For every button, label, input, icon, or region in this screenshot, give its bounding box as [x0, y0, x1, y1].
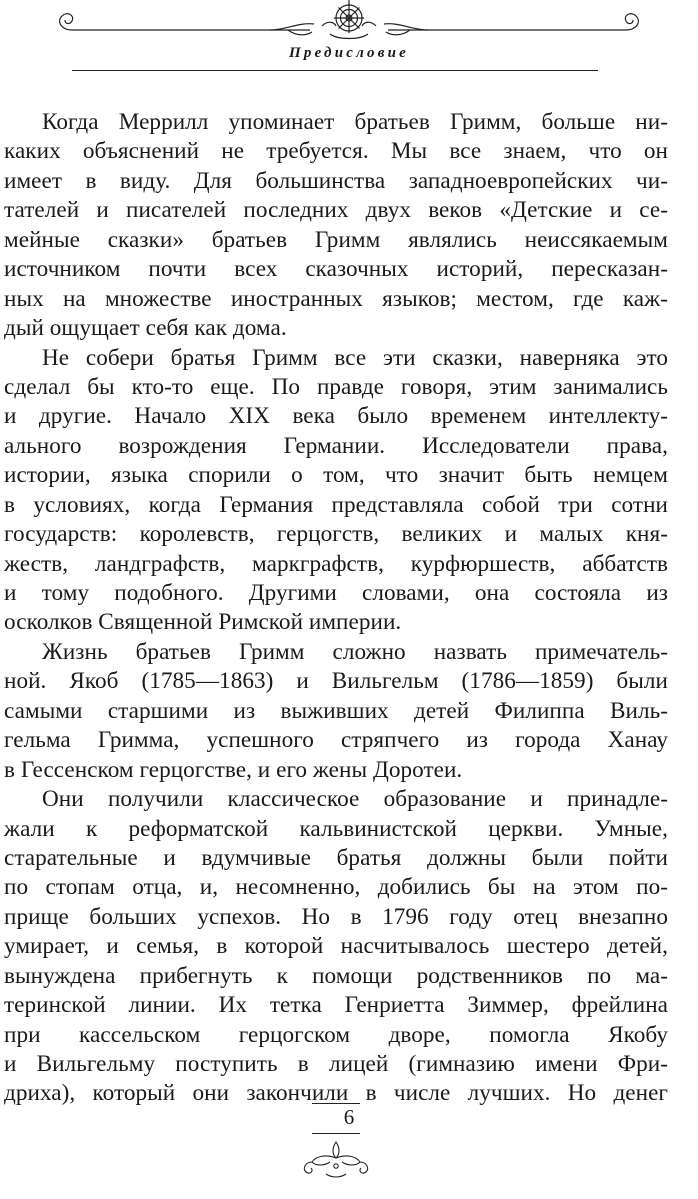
text-line: и Вильгельму поступить в лицей (гимназию имени Фри- — [4, 1051, 668, 1077]
text-line: ных на множестве иностранных языков; местом, где каж- — [4, 285, 668, 312]
text-line: Жизнь братьев Гримм сложно назвать примечатель- — [42, 638, 668, 665]
page-number: 6 — [343, 1105, 355, 1129]
paragraph — [4, 785, 668, 1109]
text-line: истории, языка спорили о том, что значит быть немцем — [4, 462, 668, 489]
text-line: при кассельском герцогском дворе, помогла Якобу — [4, 1021, 668, 1048]
text-line: Когда Меррилл упоминает братьев Гримм, больше ни- — [42, 109, 668, 135]
text-line: государств: королевств, герцогств, великих и малых кня- — [4, 521, 668, 548]
text-line: в Гессенском герцогстве, и его жены Доротеи. — [4, 756, 463, 783]
text-line: самыми старшими из выживших детей Филиппа Виль- — [4, 697, 668, 724]
text-line: и другие. Начало XIX века было временем интеллекту- — [4, 403, 668, 430]
paragraph — [4, 638, 668, 785]
text-line: Они получили классическое образование и принадле- — [42, 786, 668, 813]
text-line: умирает, и семья, в которой насчитывалось шестеро детей, — [4, 933, 668, 960]
text-line: источником почти всех сказочных историй, пересказан- — [4, 256, 668, 283]
text-line: прище больших успехов. Но в 1796 году отец внезапно — [4, 903, 668, 930]
header-rule — [72, 70, 598, 71]
paragraph — [4, 344, 668, 638]
text-line: ной. Якоб (1785—1863) и Вильгельм (1786—1859) были — [4, 668, 668, 695]
text-line: дый ощущает себя как дома. — [4, 315, 287, 342]
text-line: жали к реформатской кальвинистской церкви. Умные, — [4, 815, 668, 842]
text-line: старательные и вдумчивые братья должны были пойти — [4, 844, 668, 871]
text-line: осколков Священной Римской империи. — [4, 609, 402, 636]
text-line: по стопам отца, и, несомненно, добились бы на этом по- — [4, 874, 668, 901]
text-line: имеет в виду. Для большинства западноевропейских чи- — [4, 167, 668, 194]
footer-ornament-icon — [296, 1140, 376, 1180]
text-line: жеств, ландграфств, маркграфств, курфюршеств, аббатств — [4, 550, 668, 577]
text-line: дриха), который они закончили в числе лучших. Но денег — [4, 1080, 668, 1107]
text-line: каких объяснений не требуется. Мы все знаем, что он — [4, 138, 668, 165]
text-line: тателей и писателей последних двух веков «Детские и се- — [4, 197, 668, 224]
header-ornament-icon — [0, 0, 698, 48]
folio-rule-bottom — [312, 1133, 360, 1134]
text-line: сделал бы кто-то еще. По правде говоря, этим занимались — [4, 373, 668, 400]
text-line: теринской линии. Их тетка Генриетта Зиммер, фрейлина — [4, 992, 668, 1019]
text-line: гельма Гримма, успешного стряпчего из города Ханау — [4, 727, 668, 754]
text-line: мейные сказки» братьев Гримм являлись неиссякаемым — [4, 226, 668, 253]
running-title: Предисловие — [289, 45, 409, 61]
text-line: ального возрождения Германии. Исследователи права, — [4, 432, 668, 459]
text-line: и тому подобного. Другими словами, она состояла из — [4, 580, 668, 606]
text-line: в условиях, когда Германия представляла собой три сотни — [4, 491, 668, 518]
paragraph — [4, 108, 668, 344]
text-line: Не собери братья Гримм все эти сказки, наверняка это — [42, 344, 668, 371]
text-body — [4, 108, 668, 1109]
text-line: вынуждена прибегнуть к помощи родственников по ма- — [4, 962, 668, 989]
